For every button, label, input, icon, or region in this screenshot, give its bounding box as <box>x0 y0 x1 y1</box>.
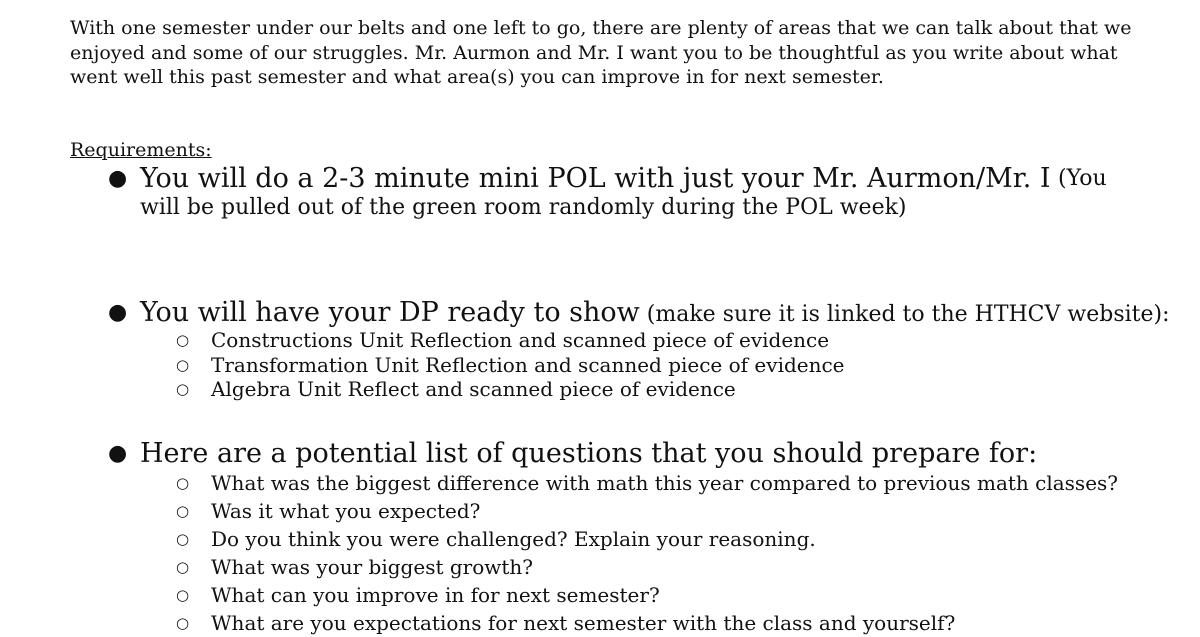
list-item-text: Do you think you were challenged? Explain your reasoning. <box>211 527 816 551</box>
bullet-note-text: (make sure it is linked to the HTHCV website): <box>639 302 1170 327</box>
list-item-text: Constructions Unit Reflection and scanned piece of evidence <box>211 328 830 352</box>
circle-bullet-icon: ○ <box>176 474 190 492</box>
circle-bullet-icon: ○ <box>176 331 190 349</box>
bullet-line-continued: will be pulled out of the green room randomly during the POL week) <box>140 195 907 220</box>
list-item-text: Transformation Unit Reflection and scanned piece of evidence <box>211 352 845 377</box>
list-item-text: Was it what you expected? <box>211 499 481 523</box>
list-item-text: What can you improve in for next semester? <box>211 583 660 607</box>
requirements-heading: Requirements: <box>70 139 212 161</box>
list-item-text: What are you expectations for next semester with the class and yourself? <box>211 611 956 635</box>
circle-bullet-icon: ○ <box>176 614 190 632</box>
list-item-text: What was your biggest growth? <box>211 555 534 579</box>
circle-bullet-icon: ○ <box>176 380 190 398</box>
bullet-dot-icon: ● <box>108 300 128 325</box>
bullet-line <box>140 164 1130 194</box>
intro-paragraph: With one semester under our belts and one left to go, there are plenty of areas that we can talk about that we enjoyed and some of our struggles. Mr. Aurmon and Mr. I want you to be thoughtful as you write about what went well this past semester and what area(s) you can improve in for next semester. <box>70 17 1132 88</box>
circle-bullet-icon: ○ <box>176 586 190 604</box>
circle-bullet-icon: ○ <box>176 355 190 374</box>
circle-bullet-icon: ○ <box>176 502 190 520</box>
bullet-dot-icon: ● <box>108 441 128 466</box>
bullet-main-text: You will have your DP ready to show <box>140 297 640 328</box>
circle-bullet-icon: ○ <box>176 558 190 576</box>
bullet-line-text: You will do a 2-3 minute mini POL with just your Mr. Aurmon/Mr. I <box>140 163 1051 194</box>
list-item-text: Algebra Unit Reflect and scanned piece of evidence <box>211 377 736 401</box>
bullet-dot-icon: ● <box>108 166 128 191</box>
bullet-line-tail: (You <box>1058 166 1107 191</box>
list-item-text: What was the biggest difference with math this year compared to previous math classes? <box>211 471 1119 495</box>
bullet-main-text: Here are a potential list of questions that you should prepare for: <box>140 438 1038 469</box>
bullet-dp-ready-text <box>140 297 1170 330</box>
bullet-mini-pol-text <box>140 164 1130 222</box>
circle-bullet-icon: ○ <box>176 530 190 548</box>
bullet-questions-text <box>140 439 1130 469</box>
